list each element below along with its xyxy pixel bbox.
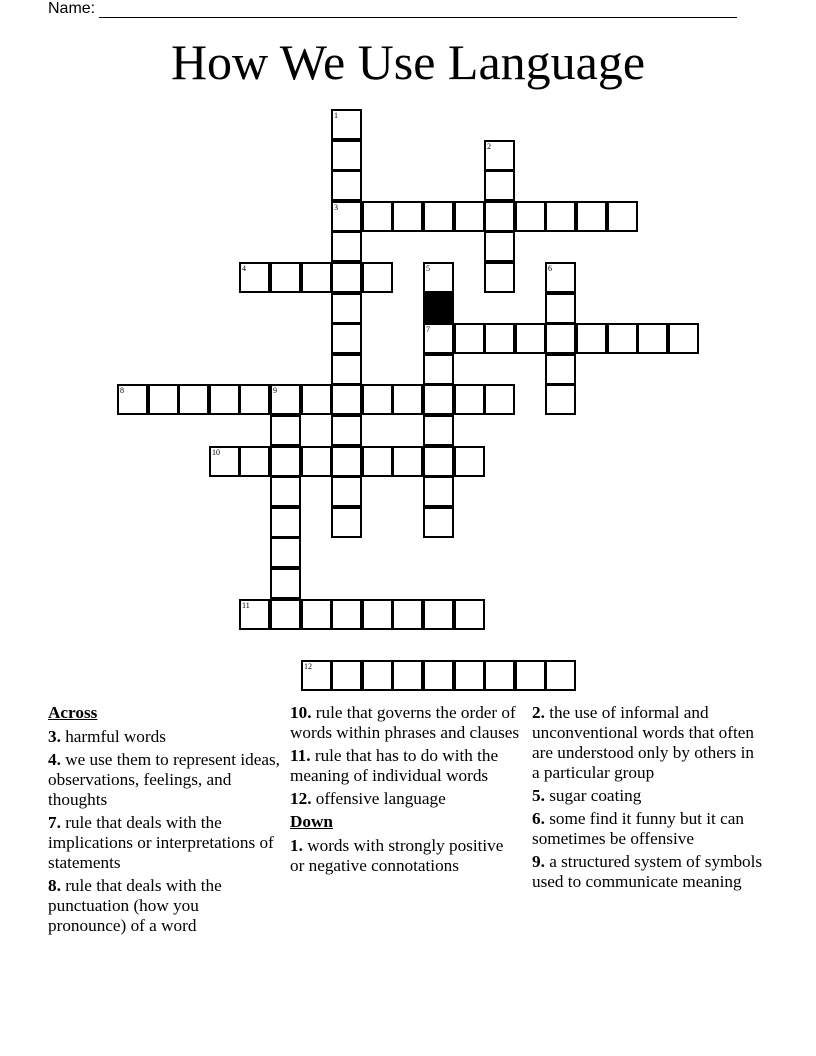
down-clue-list xyxy=(290,836,522,876)
grid-cell[interactable] xyxy=(545,262,576,293)
grid-cell[interactable] xyxy=(362,599,393,630)
grid-cell[interactable] xyxy=(270,568,301,599)
grid-cell[interactable] xyxy=(270,537,301,568)
grid-cell[interactable] xyxy=(423,660,454,691)
grid-cell[interactable] xyxy=(270,507,301,538)
grid-cell[interactable] xyxy=(454,660,485,691)
page-title: How We Use Language xyxy=(170,34,646,90)
clue-text: rule that has to do with the meaning of individual words xyxy=(290,746,499,785)
grid-cell[interactable] xyxy=(454,599,485,630)
grid-cell[interactable] xyxy=(668,323,699,354)
grid-cell[interactable] xyxy=(545,293,576,324)
grid-cell[interactable] xyxy=(239,599,270,630)
clue-text: rule that deals with the implications or interpretations of statements xyxy=(48,813,274,872)
grid-cell[interactable] xyxy=(362,660,393,691)
grid-cell[interactable] xyxy=(270,384,301,415)
clue-number: 1. xyxy=(290,836,303,855)
grid-cell[interactable] xyxy=(515,323,546,354)
grid-cell[interactable] xyxy=(331,201,362,232)
down-clue-list-continued xyxy=(532,703,764,892)
clue-number: 10 xyxy=(212,448,220,457)
grid-cell[interactable] xyxy=(331,262,362,293)
clue-text: rule that governs the order of words within phrases and clauses xyxy=(290,703,520,742)
clue-text: sugar coating xyxy=(544,786,642,805)
clue-number: 5 xyxy=(426,264,430,273)
grid-cell[interactable] xyxy=(484,262,515,293)
clue-number: 11. xyxy=(290,746,311,765)
grid-cell[interactable] xyxy=(239,446,270,477)
grid-cell[interactable] xyxy=(270,446,301,477)
grid-cell[interactable] xyxy=(331,384,362,415)
down-clue xyxy=(532,852,764,892)
clue-number: 7. xyxy=(48,813,61,832)
grid-cell[interactable] xyxy=(362,384,393,415)
grid-cell[interactable] xyxy=(331,599,362,630)
name-label: Name: xyxy=(48,0,96,17)
down-heading: Down xyxy=(290,812,333,831)
grid-cell[interactable] xyxy=(209,446,240,477)
clue-text: some find it funny but it can sometimes be offensive xyxy=(532,809,744,848)
clue-text: we use them to represent ideas, observations, feelings, and thoughts xyxy=(48,750,280,809)
grid-cell[interactable] xyxy=(331,323,362,354)
grid-cell[interactable] xyxy=(392,201,423,232)
grid-cell[interactable] xyxy=(331,415,362,446)
grid-cell[interactable] xyxy=(331,354,362,385)
grid-cell[interactable] xyxy=(270,262,301,293)
across-clue xyxy=(48,750,280,810)
grid-cell[interactable] xyxy=(484,660,515,691)
grid-cell[interactable] xyxy=(545,201,576,232)
clue-number: 2. xyxy=(532,703,545,722)
clue-number: 6. xyxy=(532,809,545,828)
clue-number: 6 xyxy=(548,264,552,273)
grid-cell[interactable] xyxy=(423,507,454,538)
clue-number: 4. xyxy=(48,750,61,769)
black-square xyxy=(423,293,454,324)
clue-number: 9. xyxy=(532,852,545,871)
grid-cell[interactable] xyxy=(117,384,148,415)
grid-cell[interactable] xyxy=(576,323,607,354)
grid-cell[interactable] xyxy=(423,201,454,232)
grid-cell[interactable] xyxy=(423,354,454,385)
grid-cell[interactable] xyxy=(362,201,393,232)
grid-cell[interactable] xyxy=(423,415,454,446)
grid-cell[interactable] xyxy=(484,170,515,201)
grid-cell[interactable] xyxy=(392,660,423,691)
grid-cell[interactable] xyxy=(484,231,515,262)
grid-cell[interactable] xyxy=(454,201,485,232)
across-clue xyxy=(48,813,280,873)
grid-cell[interactable] xyxy=(301,446,332,477)
clue-number: 3 xyxy=(334,203,338,212)
grid-cell[interactable] xyxy=(331,446,362,477)
grid-cell[interactable] xyxy=(423,446,454,477)
grid-cell[interactable] xyxy=(423,599,454,630)
grid-cell[interactable] xyxy=(301,599,332,630)
clue-number: 12 xyxy=(304,662,312,671)
grid-cell[interactable] xyxy=(545,384,576,415)
grid-cell[interactable] xyxy=(331,293,362,324)
grid-cell[interactable] xyxy=(301,262,332,293)
grid-cell[interactable] xyxy=(148,384,179,415)
grid-cell[interactable] xyxy=(484,323,515,354)
clue-number: 10. xyxy=(290,703,312,722)
clue-text: rule that deals with the punctuation (how you pronounce) of a word xyxy=(48,876,222,935)
grid-cell[interactable] xyxy=(454,323,485,354)
down-clue xyxy=(532,703,764,783)
clue-number: 9 xyxy=(273,386,277,395)
grid-cell[interactable] xyxy=(239,262,270,293)
grid-cell[interactable] xyxy=(423,384,454,415)
grid-cell[interactable] xyxy=(454,384,485,415)
down-clue xyxy=(532,809,764,849)
grid-cell[interactable] xyxy=(576,201,607,232)
across-clue xyxy=(290,703,522,743)
across-clue-list xyxy=(48,727,280,936)
across-clue xyxy=(48,876,280,936)
grid-cell[interactable] xyxy=(270,476,301,507)
grid-cell[interactable] xyxy=(301,384,332,415)
grid-cell[interactable] xyxy=(423,323,454,354)
grid-cell[interactable] xyxy=(607,323,638,354)
grid-cell[interactable] xyxy=(392,599,423,630)
clue-text: words with strongly positive or negative connotations xyxy=(290,836,504,875)
clue-number: 4 xyxy=(242,264,246,273)
clue-number: 5. xyxy=(532,786,545,805)
grid-cell[interactable] xyxy=(423,262,454,293)
clue-number: 3. xyxy=(48,727,61,746)
across-clue xyxy=(48,727,280,747)
grid-cell[interactable] xyxy=(637,323,668,354)
clues-column-2 xyxy=(290,703,522,879)
grid-cell[interactable] xyxy=(454,446,485,477)
grid-cell[interactable] xyxy=(515,660,546,691)
grid-cell[interactable] xyxy=(545,323,576,354)
clue-text: harmful words xyxy=(60,727,166,746)
grid-cell[interactable] xyxy=(484,384,515,415)
grid-cell[interactable] xyxy=(270,415,301,446)
grid-cell[interactable] xyxy=(239,384,270,415)
clue-number: 2 xyxy=(487,142,491,151)
grid-cell[interactable] xyxy=(484,140,515,171)
grid-cell[interactable] xyxy=(331,140,362,171)
grid-cell[interactable] xyxy=(331,109,362,140)
across-clue-list-continued xyxy=(290,703,522,809)
grid-cell[interactable] xyxy=(331,660,362,691)
grid-cell[interactable] xyxy=(423,476,454,507)
across-clue xyxy=(290,789,522,809)
grid-cell[interactable] xyxy=(392,384,423,415)
across-clue xyxy=(290,746,522,786)
grid-cell[interactable] xyxy=(607,201,638,232)
clue-number: 12. xyxy=(290,789,312,808)
grid-cell[interactable] xyxy=(331,231,362,262)
grid-cell[interactable] xyxy=(484,201,515,232)
clue-number: 8. xyxy=(48,876,61,895)
grid-cell[interactable] xyxy=(362,446,393,477)
grid-cell[interactable] xyxy=(331,476,362,507)
across-heading: Across xyxy=(48,703,98,722)
grid-cell[interactable] xyxy=(331,507,362,538)
grid-cell[interactable] xyxy=(545,354,576,385)
clues-column-3 xyxy=(532,703,764,895)
down-clue xyxy=(532,786,764,806)
clue-text: offensive language xyxy=(311,789,446,808)
clue-number: 7 xyxy=(426,325,430,334)
grid-cell[interactable] xyxy=(209,384,240,415)
grid-cell[interactable] xyxy=(331,170,362,201)
grid-cell[interactable] xyxy=(392,446,423,477)
clue-number: 1 xyxy=(334,111,338,120)
grid-cell[interactable] xyxy=(515,201,546,232)
down-clue xyxy=(290,836,522,876)
clues-column-1 xyxy=(48,703,280,939)
grid-cell[interactable] xyxy=(301,660,332,691)
grid-cell[interactable] xyxy=(178,384,209,415)
grid-cell[interactable] xyxy=(545,660,576,691)
grid-cell[interactable] xyxy=(270,599,301,630)
grid-cell[interactable] xyxy=(362,262,393,293)
clue-number: 11 xyxy=(242,601,250,610)
clue-number: 8 xyxy=(120,386,124,395)
clue-text: the use of informal and unconventional words that often are understood only by others in a particular group xyxy=(532,703,754,782)
clue-text: a structured system of symbols used to communicate meaning xyxy=(532,852,763,891)
